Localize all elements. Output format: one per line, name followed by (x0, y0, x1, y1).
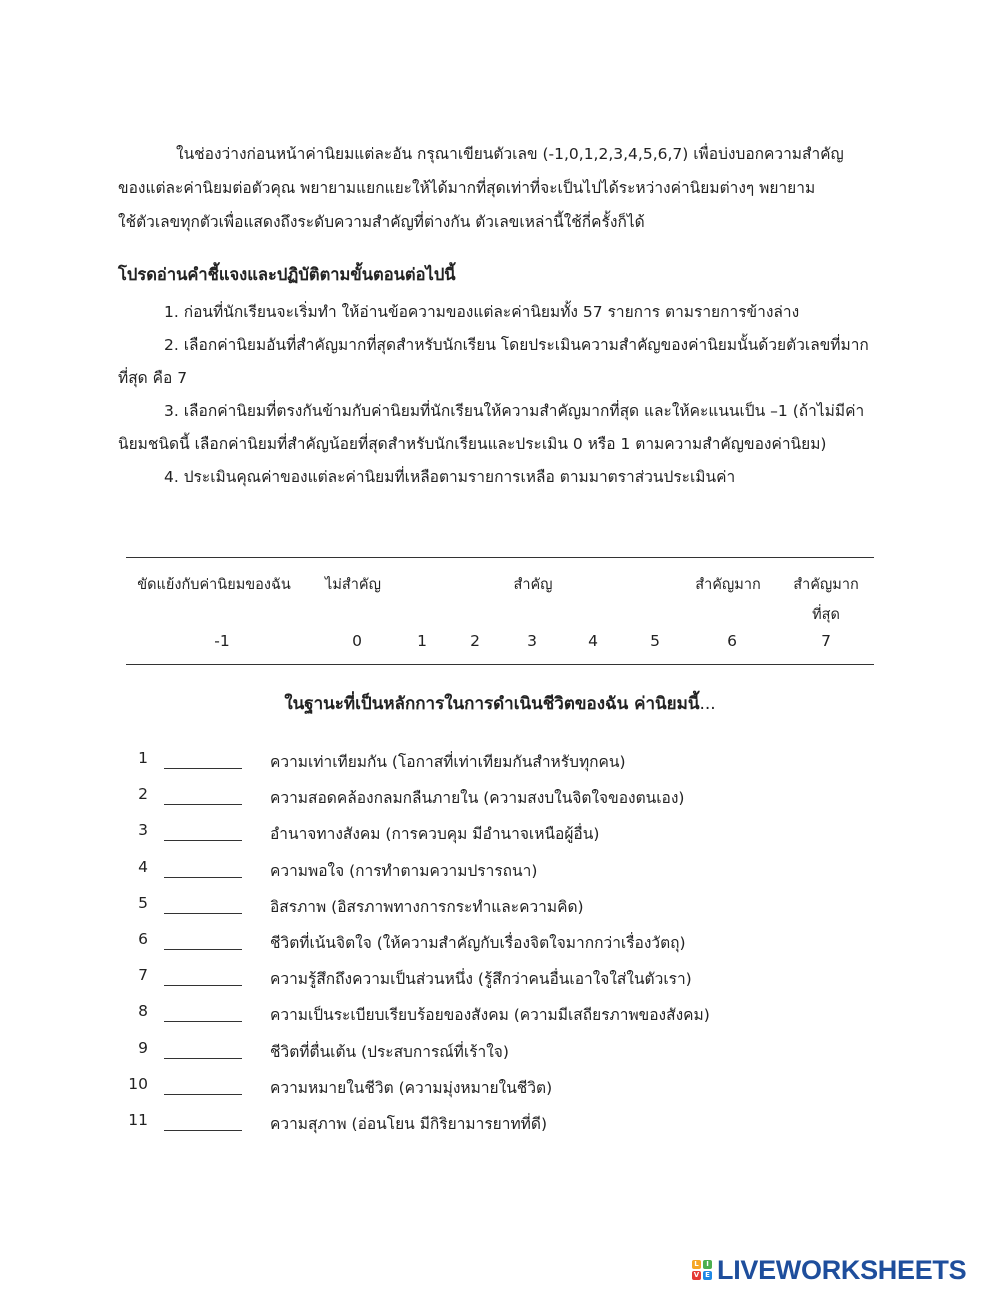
scale-label-conflict: ขัดแย้งกับค่านิยมของฉัน (137, 577, 291, 593)
item-text: อิสรภาพ (อิสรภาพทางการกระทำและความคิด) (270, 897, 584, 916)
item-number: 8 (138, 1002, 148, 1021)
item-number: 4 (138, 857, 148, 876)
scale-number: 4 (588, 632, 598, 650)
values-list (118, 744, 898, 1142)
liveworksheets-logo[interactable] (692, 1254, 966, 1286)
value-item (118, 780, 898, 816)
intro-paragraph (118, 137, 888, 239)
item-answer-blank[interactable] (164, 768, 242, 769)
logo-tile: I (703, 1260, 712, 1269)
instruction-steps (118, 296, 888, 494)
scale-label-important: สำคัญ (513, 577, 553, 593)
scale-number: 6 (727, 632, 737, 650)
item-text: ชีวิตที่เน้นจิตใจ (ให้ความสำคัญกับเรื่องจิตใจมากกว่าเรื่องวัตถุ) (270, 933, 686, 952)
item-answer-blank[interactable] (164, 913, 242, 914)
scale-number: 1 (417, 632, 427, 650)
scale-label-not-important: ไม่สำคัญ (325, 577, 381, 593)
item-number: 3 (138, 821, 148, 840)
value-item (118, 997, 898, 1033)
item-number: 1 (138, 749, 148, 767)
item-text: ชีวิตที่ตื่นเต้น (ประสบการณ์ที่เร้าใจ) (270, 1042, 509, 1061)
scale-number: 7 (821, 632, 831, 650)
value-item (118, 961, 898, 997)
item-answer-blank[interactable] (164, 1058, 242, 1059)
item-answer-blank[interactable] (164, 840, 242, 841)
item-number: 6 (138, 929, 148, 948)
scale-number: 2 (470, 632, 480, 650)
subtitle-main: ในฐานะที่เป็นหลักการในการดำเนินชีวิตของฉัน ค่านิยมนี้ (284, 694, 700, 714)
item-text: ความรู้สึกถึงความเป็นส่วนหนึ่ง (รู้สึกว่าคนอื่นเอาใจใส่ในตัวเรา) (270, 970, 692, 989)
item-number: 7 (138, 966, 148, 985)
item-number: 5 (138, 893, 148, 912)
logo-text: LIVEWORKSHEETS (717, 1254, 967, 1285)
value-item (118, 853, 898, 889)
value-item (118, 1070, 898, 1106)
item-number: 11 (128, 1110, 148, 1129)
value-item (118, 889, 898, 925)
step-4: 4. ประเมินคุณค่าของแต่ละค่านิยมที่เหลือตามรายการเหลือ ตามมาตราส่วนประเมินค่า (164, 468, 736, 486)
item-answer-blank[interactable] (164, 1130, 242, 1131)
item-answer-blank[interactable] (164, 1021, 242, 1022)
item-text: ความสุภาพ (อ่อนโยน มีกิริยามารยาทที่ดี) (270, 1114, 548, 1133)
instructions-heading: โปรดอ่านคำชี้แจงและปฏิบัติตามขั้นตอนต่อไปนี้ (118, 265, 456, 284)
scale-number: 3 (527, 632, 537, 650)
item-number: 10 (128, 1074, 148, 1093)
value-item (118, 744, 898, 780)
value-item (118, 925, 898, 961)
item-text: ความสอดคล้องกลมกลืนภายใน (ความสงบในจิตใจของตนเอง) (270, 789, 685, 808)
item-answer-blank[interactable] (164, 804, 242, 805)
logo-tile: L (692, 1260, 701, 1269)
value-item (118, 816, 898, 852)
step-1: 1. ก่อนที่นักเรียนจะเริ่มทำ ให้อ่านข้อความของแต่ละค่านิยมทั้ง 57 รายการ ตามรายการข้างล่าง (164, 303, 800, 321)
scale-label-most-important-line1: สำคัญมาก (793, 577, 859, 593)
scale-number: -1 (214, 632, 230, 650)
item-text: ความเป็นระเบียบเรียบร้อยของสังคม (ความมีเสถียรภาพของสังคม) (270, 1006, 710, 1025)
intro-line-2: ของแต่ละค่านิยมต่อตัวคุณ พยายามแยกแยะให้ได้มากที่สุดเท่าที่จะเป็นไปได้ระหว่างค่านิยมต่างๆ พยายาม (118, 179, 816, 197)
item-text: ความเท่าเทียมกัน (โอกาสที่เท่าเทียมกันสำหรับทุกคน) (270, 753, 626, 771)
value-item (118, 1106, 898, 1142)
logo-tile: E (703, 1271, 712, 1280)
step-3: 3. เลือกค่านิยมที่ตรงกันข้ามกับค่านิยมที่นักเรียนให้ความสำคัญมากที่สุด และให้คะแนนเป็น –1 (ถ้าไม่มีค่านิยมชนิดนี้ เลือกค่านิยมที่สำคัญน้อยที่สุดสำหรับนักเรียนและประเมิน 0 หรือ 1 ตามความสำคัญของค่านิยม) (118, 402, 865, 453)
item-text: ความพอใจ (การทำตามความปรารถนา) (270, 861, 538, 880)
intro-line-1: ในช่องว่างก่อนหน้าค่านิยมแต่ละอัน กรุณาเขียนตัวเลข (-1,0,1,2,3,4,5,6,7) เพื่อบ่งบอกความสำคัญ (176, 145, 844, 163)
scale-label-very-important: สำคัญมาก (695, 577, 761, 593)
values-subtitle (0, 690, 1000, 717)
item-text: อำนาจทางสังคม (การควบคุม มีอำนาจเหนือผู้อื่น) (270, 825, 600, 844)
step-2: 2. เลือกค่านิยมอันที่สำคัญมากที่สุดสำหรับนักเรียน โดยประเมินความสำคัญของค่านิยมนั้นด้วยตัวเลขที่มากที่สุด คือ 7 (118, 336, 869, 387)
scale-number: 5 (650, 632, 660, 650)
item-number: 9 (138, 1038, 148, 1057)
item-number: 2 (138, 785, 148, 804)
item-answer-blank[interactable] (164, 949, 242, 950)
item-answer-blank[interactable] (164, 877, 242, 878)
logo-tile: V (693, 1271, 700, 1279)
item-answer-blank[interactable] (164, 985, 242, 986)
logo-grid-icon (692, 1260, 712, 1280)
subtitle-ellipsis: ... (699, 694, 716, 714)
scale-number: 0 (352, 632, 362, 650)
scale-label-most-important (786, 570, 866, 630)
rating-scale (126, 557, 874, 665)
intro-line-3: ใช้ตัวเลขทุกตัวเพื่อแสดงถึงระดับความสำคัญที่ต่างกัน ตัวเลขเหล่านี้ใช้กี่ครั้งก็ได้ (118, 213, 645, 231)
value-item (118, 1034, 898, 1070)
item-answer-blank[interactable] (164, 1094, 242, 1095)
item-text: ความหมายในชีวิต (ความมุ่งหมายในชีวิต) (270, 1078, 553, 1097)
scale-label-most-important-line2: ที่สุด (812, 607, 840, 623)
